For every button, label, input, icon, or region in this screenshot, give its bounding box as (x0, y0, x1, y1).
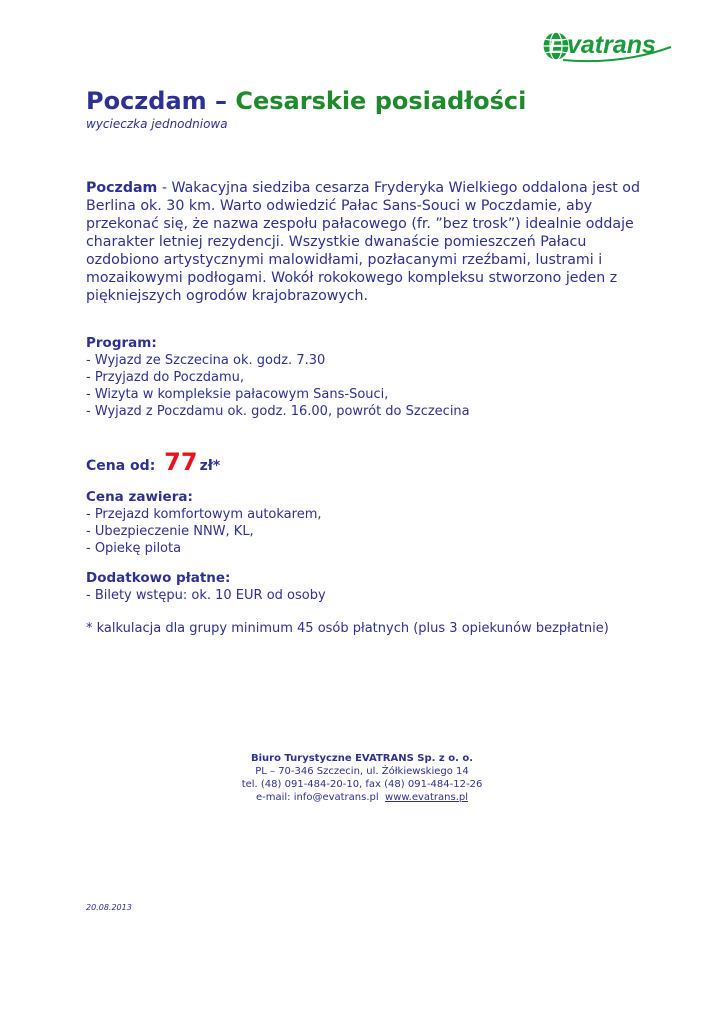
title-theme: Cesarskie posiadłości (235, 87, 527, 115)
page-title (86, 84, 526, 118)
list-item: - Wyjazd z Poczdamu ok. godz. 16.00, powrót do Szczecina (86, 404, 470, 419)
price-label: Cena od: (86, 458, 161, 474)
footer (0, 752, 724, 804)
list-item: - Przyjazd do Poczdamu, (86, 370, 244, 385)
list-item: - Wizyta w kompleksie pałacowym Sans-Souci, (86, 387, 389, 402)
list-item: - Przejazd komfortowym autokarem, (86, 507, 322, 522)
evatrans-logo (541, 29, 675, 63)
intro-text: - Wakacyjna siedziba cesarza Fryderyka Wielkiego oddalona jest od Berlina ok. 30 km. Warto odwiedzić Pałac Sans-Souci w Poczdamie, aby przekonać się, że nazwa zespołu pałacowego (fr. ”bez trosk”) idealnie oddaje charakter letniej rezydencji. Wszystkie dwanaście pomieszczeń Pałacu ozdobiono artystycznymi malowidłami, pozłacanymi rzeźbami, lustrami i mozaikowymi podłogami. Wokół rokokowego kompleksu stworzono jeden z piękniejszych ogrodów krajobrazowych. (86, 180, 640, 304)
footer-contact (0, 791, 724, 804)
extra-section (86, 570, 326, 604)
price-unit: zł* (199, 458, 221, 474)
list-item: - Bilety wstępu: ok. 10 EUR od osoby (86, 588, 326, 603)
program-heading: Program: (86, 335, 157, 351)
pricing-note: * kalkulacja dla grupy minimum 45 osób płatnych (plus 3 opiekunów bezpłatnie) (86, 621, 609, 636)
title-city: Poczdam – (86, 87, 236, 115)
extra-heading: Dodatkowo płatne: (86, 570, 231, 586)
footer-email: e-mail: info@evatrans.pl (255, 792, 379, 803)
price-value: 77 (164, 448, 198, 476)
intro-paragraph (86, 179, 646, 305)
svg-text:E: E (549, 36, 563, 58)
logo-text: vatrans (567, 31, 656, 59)
list-item: - Opiekę pilota (86, 541, 182, 556)
list-item: - Wyjazd ze Szczecina ok. godz. 7.30 (86, 353, 326, 368)
footer-company: Biuro Turystyczne EVATRANS Sp. z o. o. (250, 753, 474, 764)
program-section (86, 335, 470, 420)
includes-heading: Cena zawiera: (86, 489, 193, 505)
page-subtitle: wycieczka jednodniowa (86, 117, 228, 131)
footer-address: PL – 70-346 Szczecin, ul. Żółkiewskiego 14 (255, 766, 469, 777)
list-item: - Ubezpieczenie NNW, KL, (86, 524, 254, 539)
document-date: 20.08.2013 (86, 903, 132, 912)
footer-phone: tel. (48) 091-484-20-10, fax (48) 091-484-12-26 (241, 779, 483, 790)
footer-website-link[interactable]: www.evatrans.pl (385, 792, 469, 803)
intro-lead: Poczdam (86, 180, 158, 196)
price-row (86, 448, 220, 476)
includes-section (86, 489, 322, 557)
